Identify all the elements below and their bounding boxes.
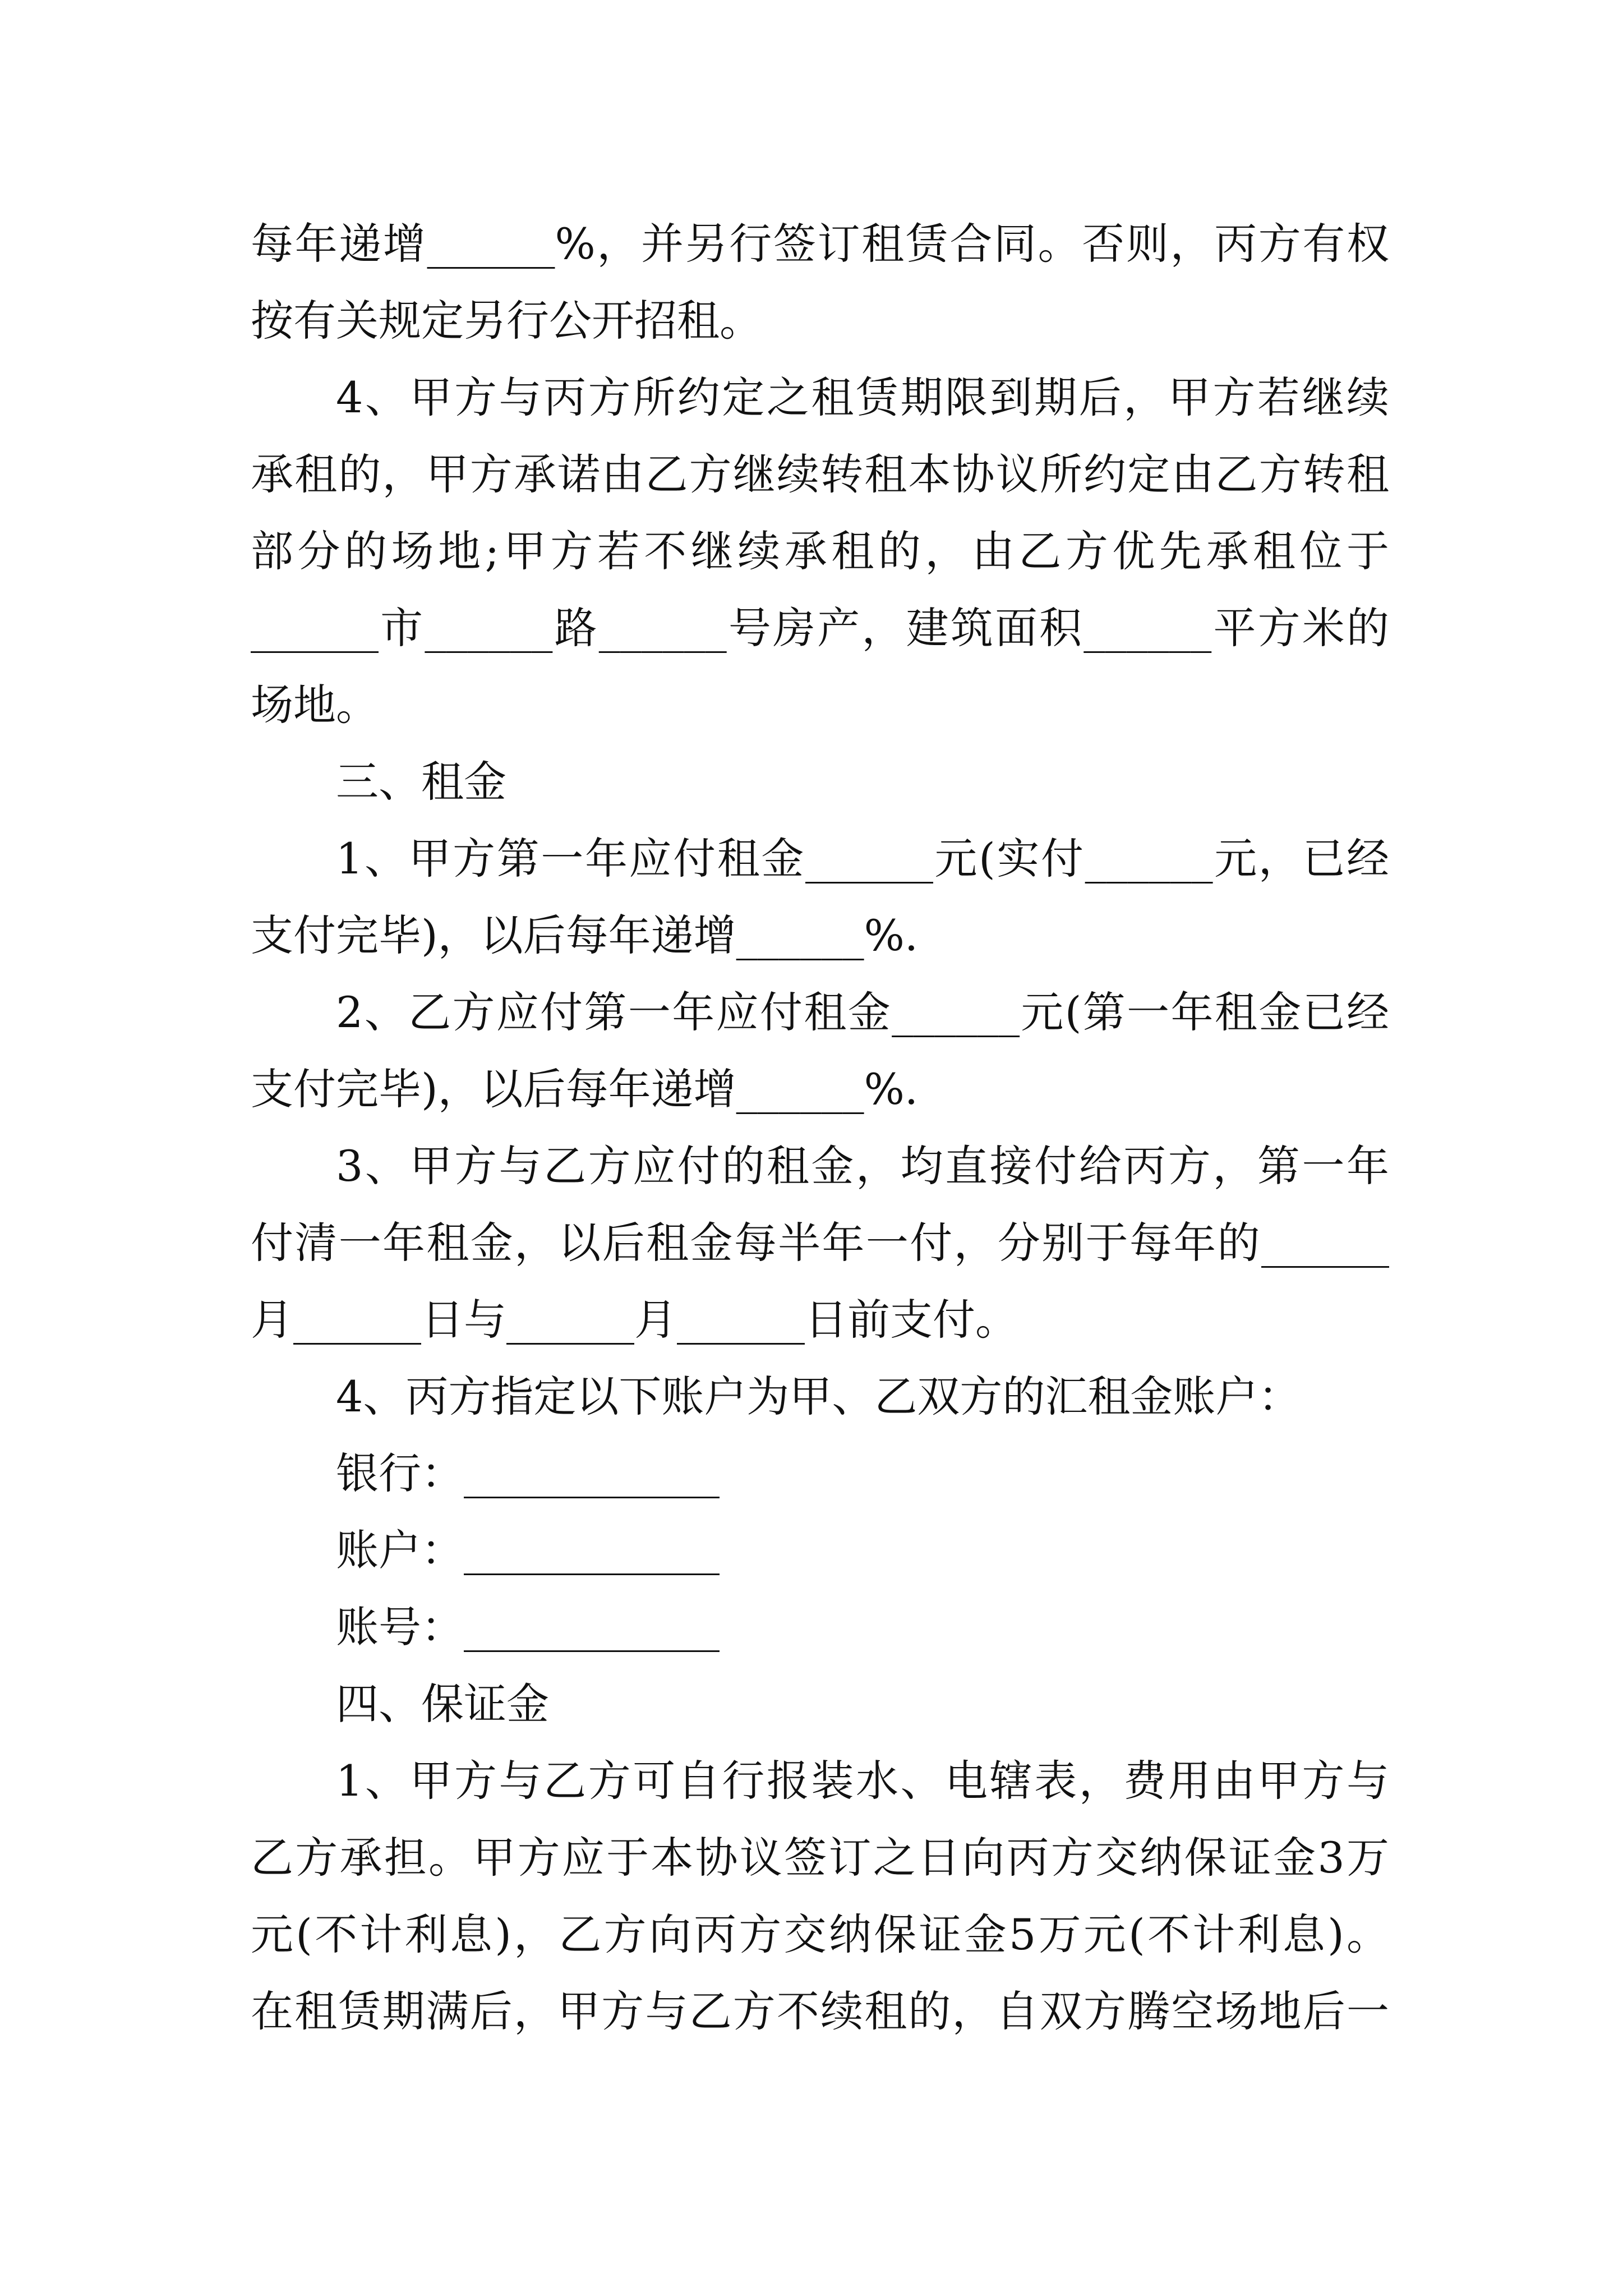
paragraph-line: 4、丙方指定以下账户为甲、乙双方的汇租金账户：: [336, 1372, 1301, 1421]
paragraph-line: 承租的，甲方承诺由乙方继续转租本协议所约定由乙方转租: [251, 449, 1389, 499]
account-number-field: 账号：____________: [336, 1602, 720, 1652]
section-heading: 四、保证金: [336, 1679, 549, 1729]
paragraph-line: 乙方承担。甲方应于本协议签订之日向丙方交纳保证金3万: [251, 1833, 1389, 1883]
account-name-field: 账户：____________: [336, 1525, 720, 1575]
paragraph-line: 付清一年租金，以后租金每半年一付，分别于每年的______: [251, 1218, 1389, 1268]
paragraph-line: 元(不计利息)，乙方向丙方交纳保证金5万元(不计利息)。: [251, 1910, 1389, 1959]
bank-field: 银行：____________: [336, 1448, 720, 1498]
paragraph-line: 每年递增______%，并另行签订租赁合同。否则，丙方有权: [251, 219, 1389, 269]
paragraph-line: 按有关规定另行公开招租。: [251, 296, 762, 346]
paragraph-line: 在租赁期满后，甲方与乙方不续租的，自双方腾空场地后一: [251, 1986, 1389, 2036]
paragraph-line: 场地。: [251, 680, 379, 730]
paragraph-line: 2、乙方应付第一年应付租金______元(第一年租金已经: [336, 987, 1389, 1037]
section-heading: 三、租金: [336, 757, 506, 807]
paragraph-line: 部分的场地;甲方若不继续承租的，由乙方优先承租位于: [251, 526, 1389, 576]
paragraph-line: 4、甲方与丙方所约定之租赁期限到期后，甲方若继续: [336, 372, 1389, 422]
paragraph-line: 月______日与______月______日前支付。: [251, 1295, 1018, 1345]
paragraph-line: 支付完毕)，以后每年递增______%.: [251, 910, 919, 960]
paragraph-line: 1、甲方与乙方可自行报装水、电辖表，费用由甲方与: [336, 1756, 1389, 1806]
paragraph-line: ______市______路______号房产，建筑面积______平方米的: [251, 603, 1389, 653]
paragraph-line: 1、甲方第一年应付租金______元(实付______元，已经: [336, 834, 1389, 884]
paragraph-line: 支付完毕)，以后每年递增______%.: [251, 1064, 919, 1114]
paragraph-line: 3、甲方与乙方应付的租金，均直接付给丙方，第一年: [336, 1141, 1389, 1191]
